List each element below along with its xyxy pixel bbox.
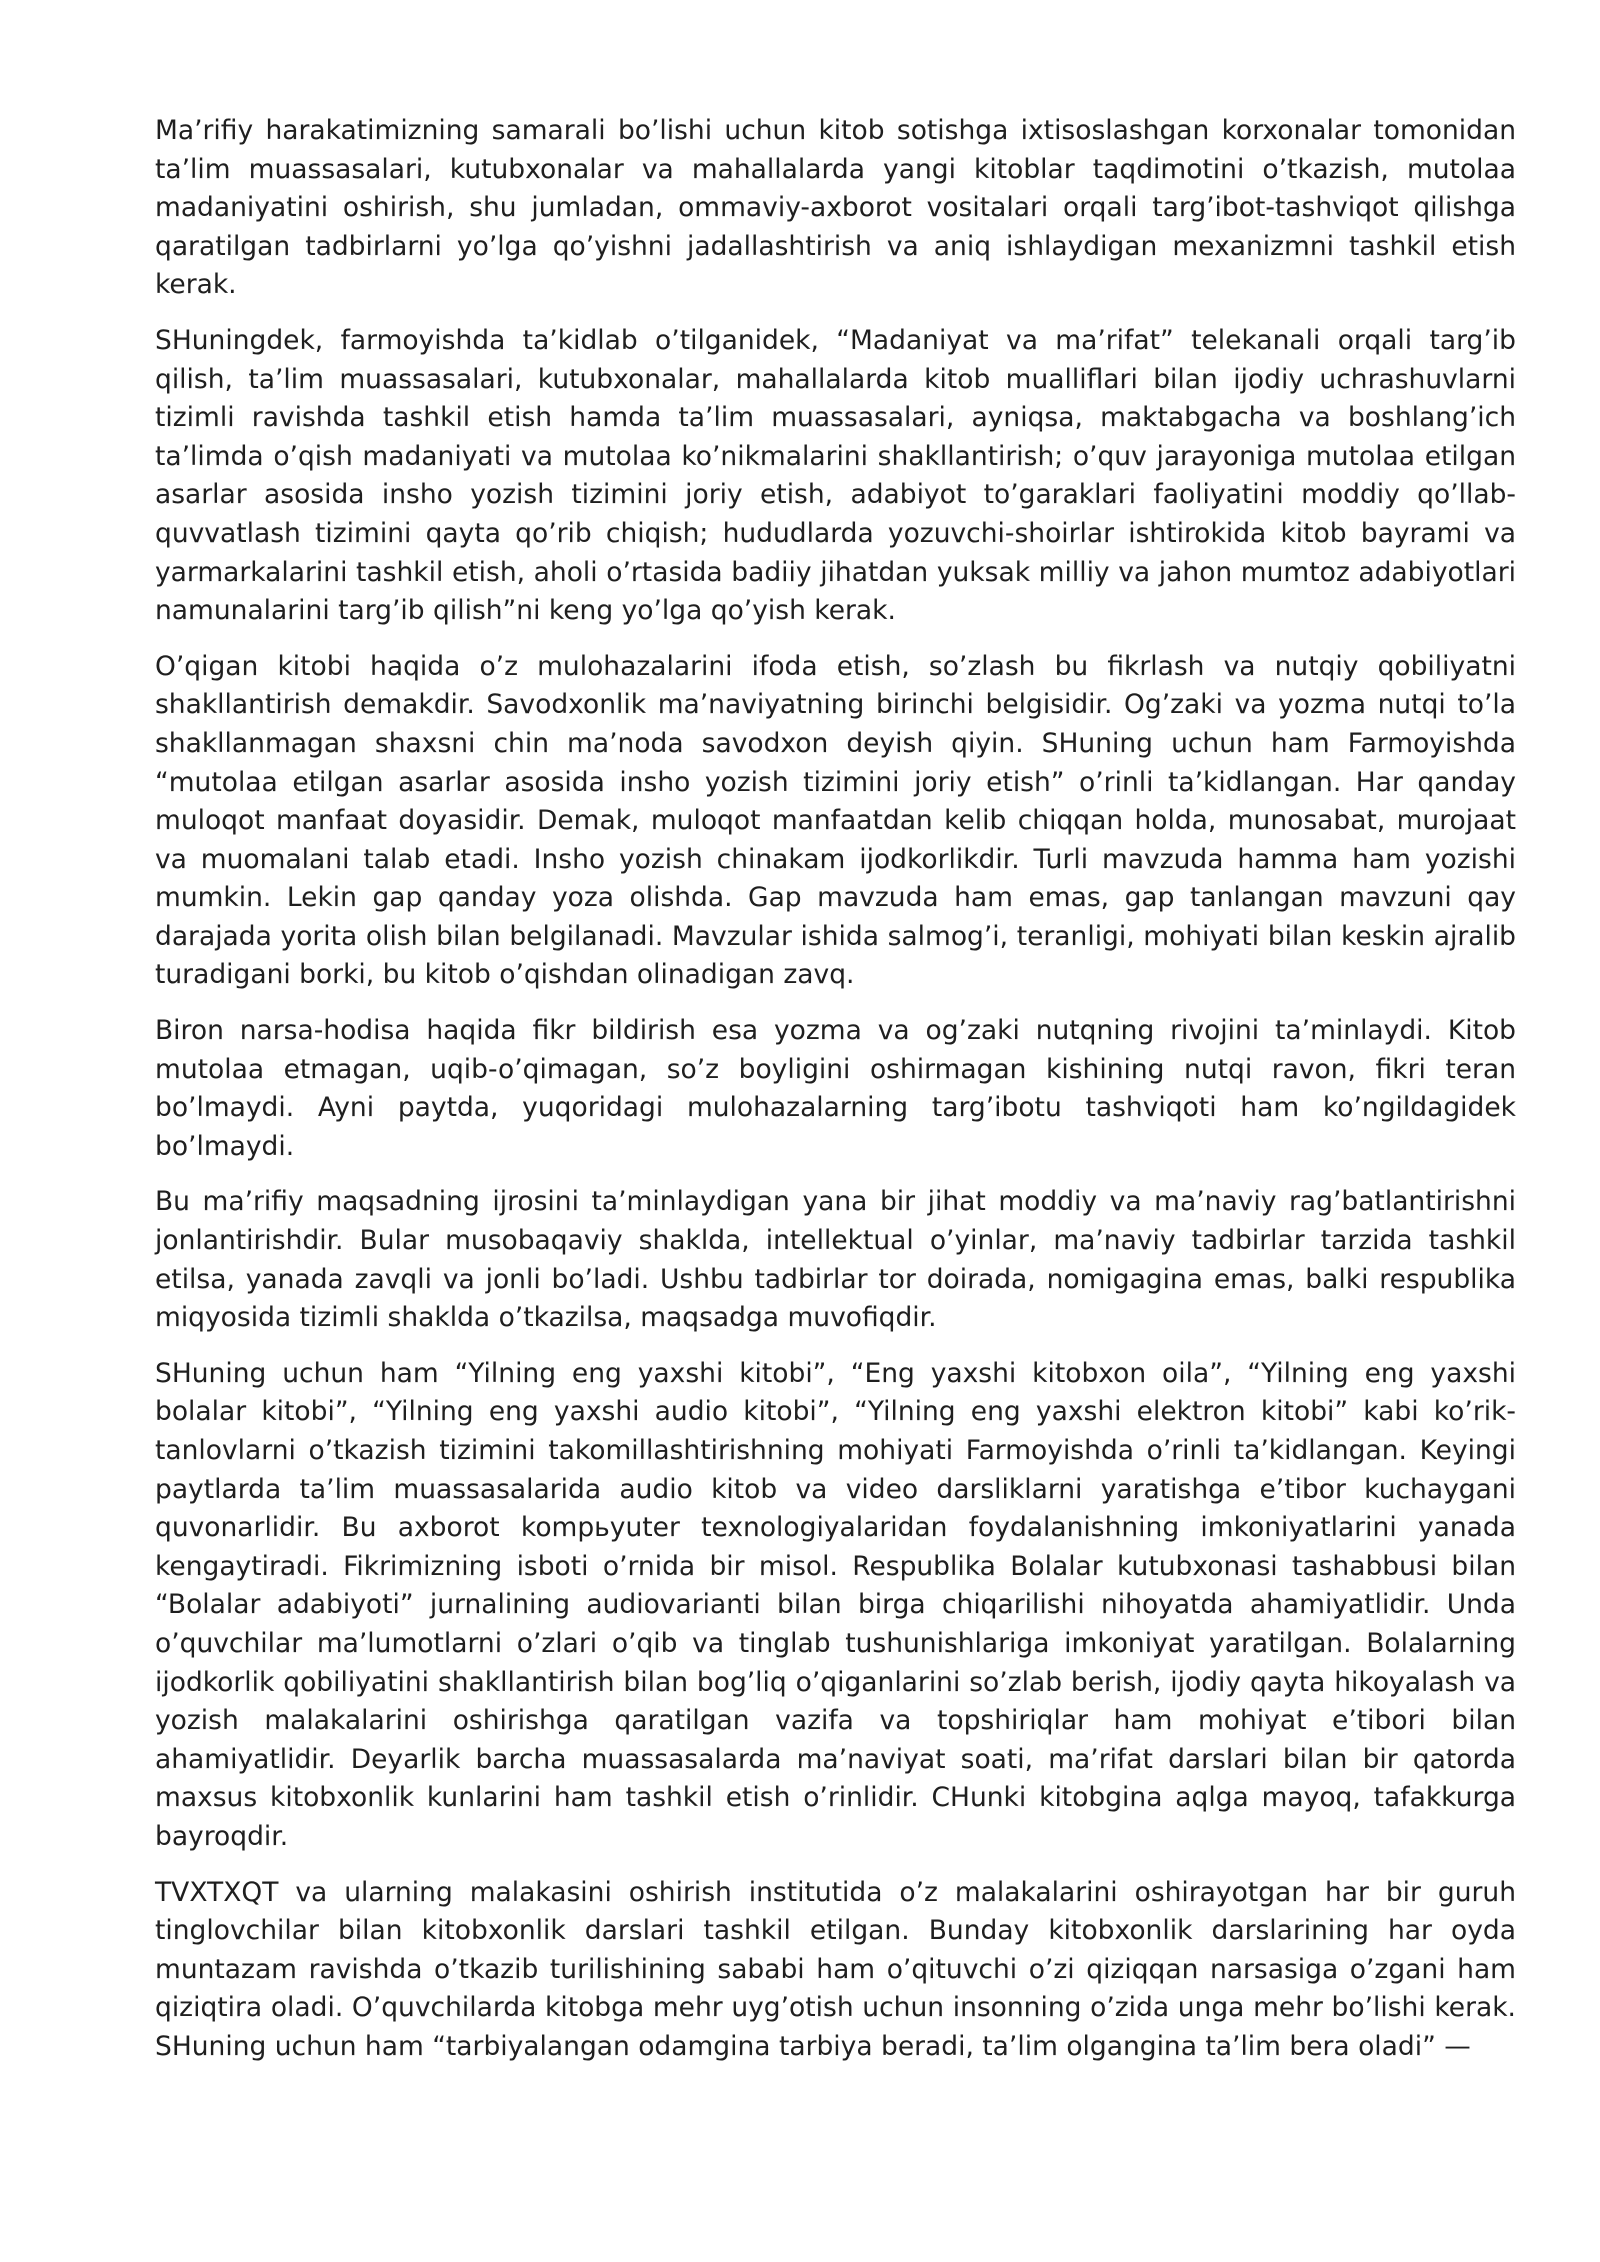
- paragraph-3: O’qigan kitobi haqida o’z mulohazalarini ifoda etish, so’zlash bu fikrlash va nutqiy qobiliyatni shakllantirish demakdir. Savodxonlik ma’naviyatning birinchi belgisidir. Og’zaki va yozma nutqi to’la shakllanmagan shaxsni chin ma’noda savodxon deyish qiyin. SHuning uchun ham Farmoyishda “mutolaa etilgan asarlar asosida insho yozish tizimini joriy etish” o’rinli ta’kidlangan. Har qanday muloqot manfaat doyasidir. Demak, muloqot manfaatdan kelib chiqqan holda, munosabat, murojaat va muomalani talab etadi. Insho yozish chinakam ijodkorlikdir. Turli mavzuda hamma ham yozishi mumkin. Lekin gap qanday yoza olishda. Gap mavzuda ham emas, gap tanlangan mavzuni qay darajada yorita olish bilan belgilanadi. Mavzular ishida salmog’i, teranligi, mohiyati bilan keskin ajralib turadigani borki, bu kitob o’qishdan olinadigan zavq.: [155, 650, 1516, 991]
- paragraph-4: Biron narsa-hodisa haqida fikr bildirish esa yozma va og’zaki nutqning rivojini ta’minlaydi. Kitob mutolaa etmagan, uqib-o’qimagan, so’z boyligini oshirmagan kishining nutqi ravon, fikri teran bo’lmaydi. Ayni paytda, yuqoridagi mulohazalarning targ’ibotu tashviqoti ham ko’ngildagidek bo’lmaydi.: [155, 1015, 1516, 1162]
- document-page: [155, 112, 1516, 2084]
- paragraph-1: Ma’rifiy harakatimizning samarali bo’lishi uchun kitob sotishga ixtisoslashgan korxonalar tomonidan ta’lim muassasalari, kutubxonalar va mahallalarda yangi kitoblar taqdimotini o’tkazish, mutolaa madaniyatini oshirish, shu jumladan, ommaviy-axborot vositalari orqali targ’ibot-tashviqot qilishga qaratilgan tadbirlarni yo’lga qo’yishni jadallashtirish va aniq ishlaydigan mexanizmni tashkil etish kerak.: [155, 115, 1516, 301]
- paragraph-6: SHuning uchun ham “Yilning eng yaxshi kitobi”, “Eng yaxshi kitobxon oila”, “Yilning eng yaxshi bolalar kitobi”, “Yilning eng yaxshi audio kitobi”, “Yilning eng yaxshi elektron kitobi” kabi ko’rik-tanlovlarni o’tkazish tizimini takomillashtirishning mohiyati Farmoyishda o’rinli ta’kidlangan. Keyingi paytlarda ta’lim muassasalarida audio kitob va video darsliklarni yaratishga e’tibor kuchaygani quvonarlidir. Bu axborot kompьyuter texnologiyalaridan foydalanishning imkoniyatlarini yanada kengaytiradi. Fikrimizning isboti o’rnida bir misol. Respublika Bolalar kutubxonasi tashabbusi bilan “Bolalar adabiyoti” jurnalining audiovarianti bilan birga chiqarilishi nihoyatda ahamiyatlidir. Unda o’quvchilar ma’lumotlarni o’zlari o’qib va tinglab tushunishlariga imkoniyat yaratilgan. Bolalarning ijodkorlik qobiliyatini shakllantirish bilan bog’liq o’qiganlarini so’zlab berish, ijodiy qayta hikoyalash va yozish malakalarini oshirishga qaratilgan vazifa va topshiriqlar ham mohiyat e’tibori bilan ahamiyatlidir. Deyarlik barcha muassasalarda ma’naviyat soati, ma’rifat darslari bilan bir qatorda maxsus kitobxonlik kunlarini ham tashkil etish o’rinlidir. CHunki kitobgina aqlga mayoq, tafakkurga bayroqdir.: [155, 1357, 1516, 1852]
- paragraph-2: SHuningdek, farmoyishda ta’kidlab o’tilganidek, “Madaniyat va ma’rifat” telekanali orqali targ’ib qilish, ta’lim muassasalari, kutubxonalar, mahallalarda kitob mualliflari bilan ijodiy uchrashuvlarni tizimli ravishda tashkil etish hamda ta’lim muassasalari, ayniqsa, maktabgacha va boshlang’ich ta’limda o’qish madaniyati va mutolaa ko’nikmalarini shakllantirish; o’quv jarayoniga mutolaa etilgan asarlar asosida insho yozish tizimini joriy etish, adabiyot to’garaklari faoliyatini moddiy qo’llab-quvvatlash tizimini qayta qo’rib chiqish; hududlarda yozuvchi-shoirlar ishtirokida kitob bayrami va yarmarkalarini tashkil etish, aholi o’rtasida badiiy jihatdan yuksak milliy va jahon mumtoz adabiyotlari namunalarini targ’ib qilish”ni keng yo’lga qo’yish kerak.: [155, 324, 1516, 627]
- paragraph-5: Bu ma’rifiy maqsadning ijrosini ta’minlaydigan yana bir jihat moddiy va ma’naviy rag’batlantirishni jonlantirishdir. Bular musobaqaviy shaklda, intellektual o’yinlar, ma’naviy tadbirlar tarzida tashkil etilsa, yanada zavqli va jonli bo’ladi. Ushbu tadbirlar tor doirada, nomigagina emas, balki respublika miqyosida tizimli shaklda o’tkazilsa, maqsadga muvofiqdir.: [155, 1186, 1516, 1334]
- paragraph-7: TVXTXQT va ularning malakasini oshirish institutida o’z malakalarini oshirayotgan har bir guruh tinglovchilar bilan kitobxonlik darslari tashkil etilgan. Bunday kitobxonlik darslarining har oyda muntazam ravishda o’tkazib turilishining sababi ham o’qituvchi o’zi qiziqqan narsasiga o’zgani ham qiziqtira oladi. O’quvchilarda kitobga mehr uyg’otish uchun insonning o’zida unga mehr bo’lishi kerak. SHuning uchun ham “tarbiyalangan odamgina tarbiya beradi, ta’lim olgangina ta’lim bera oladi” —: [155, 1876, 1516, 2062]
